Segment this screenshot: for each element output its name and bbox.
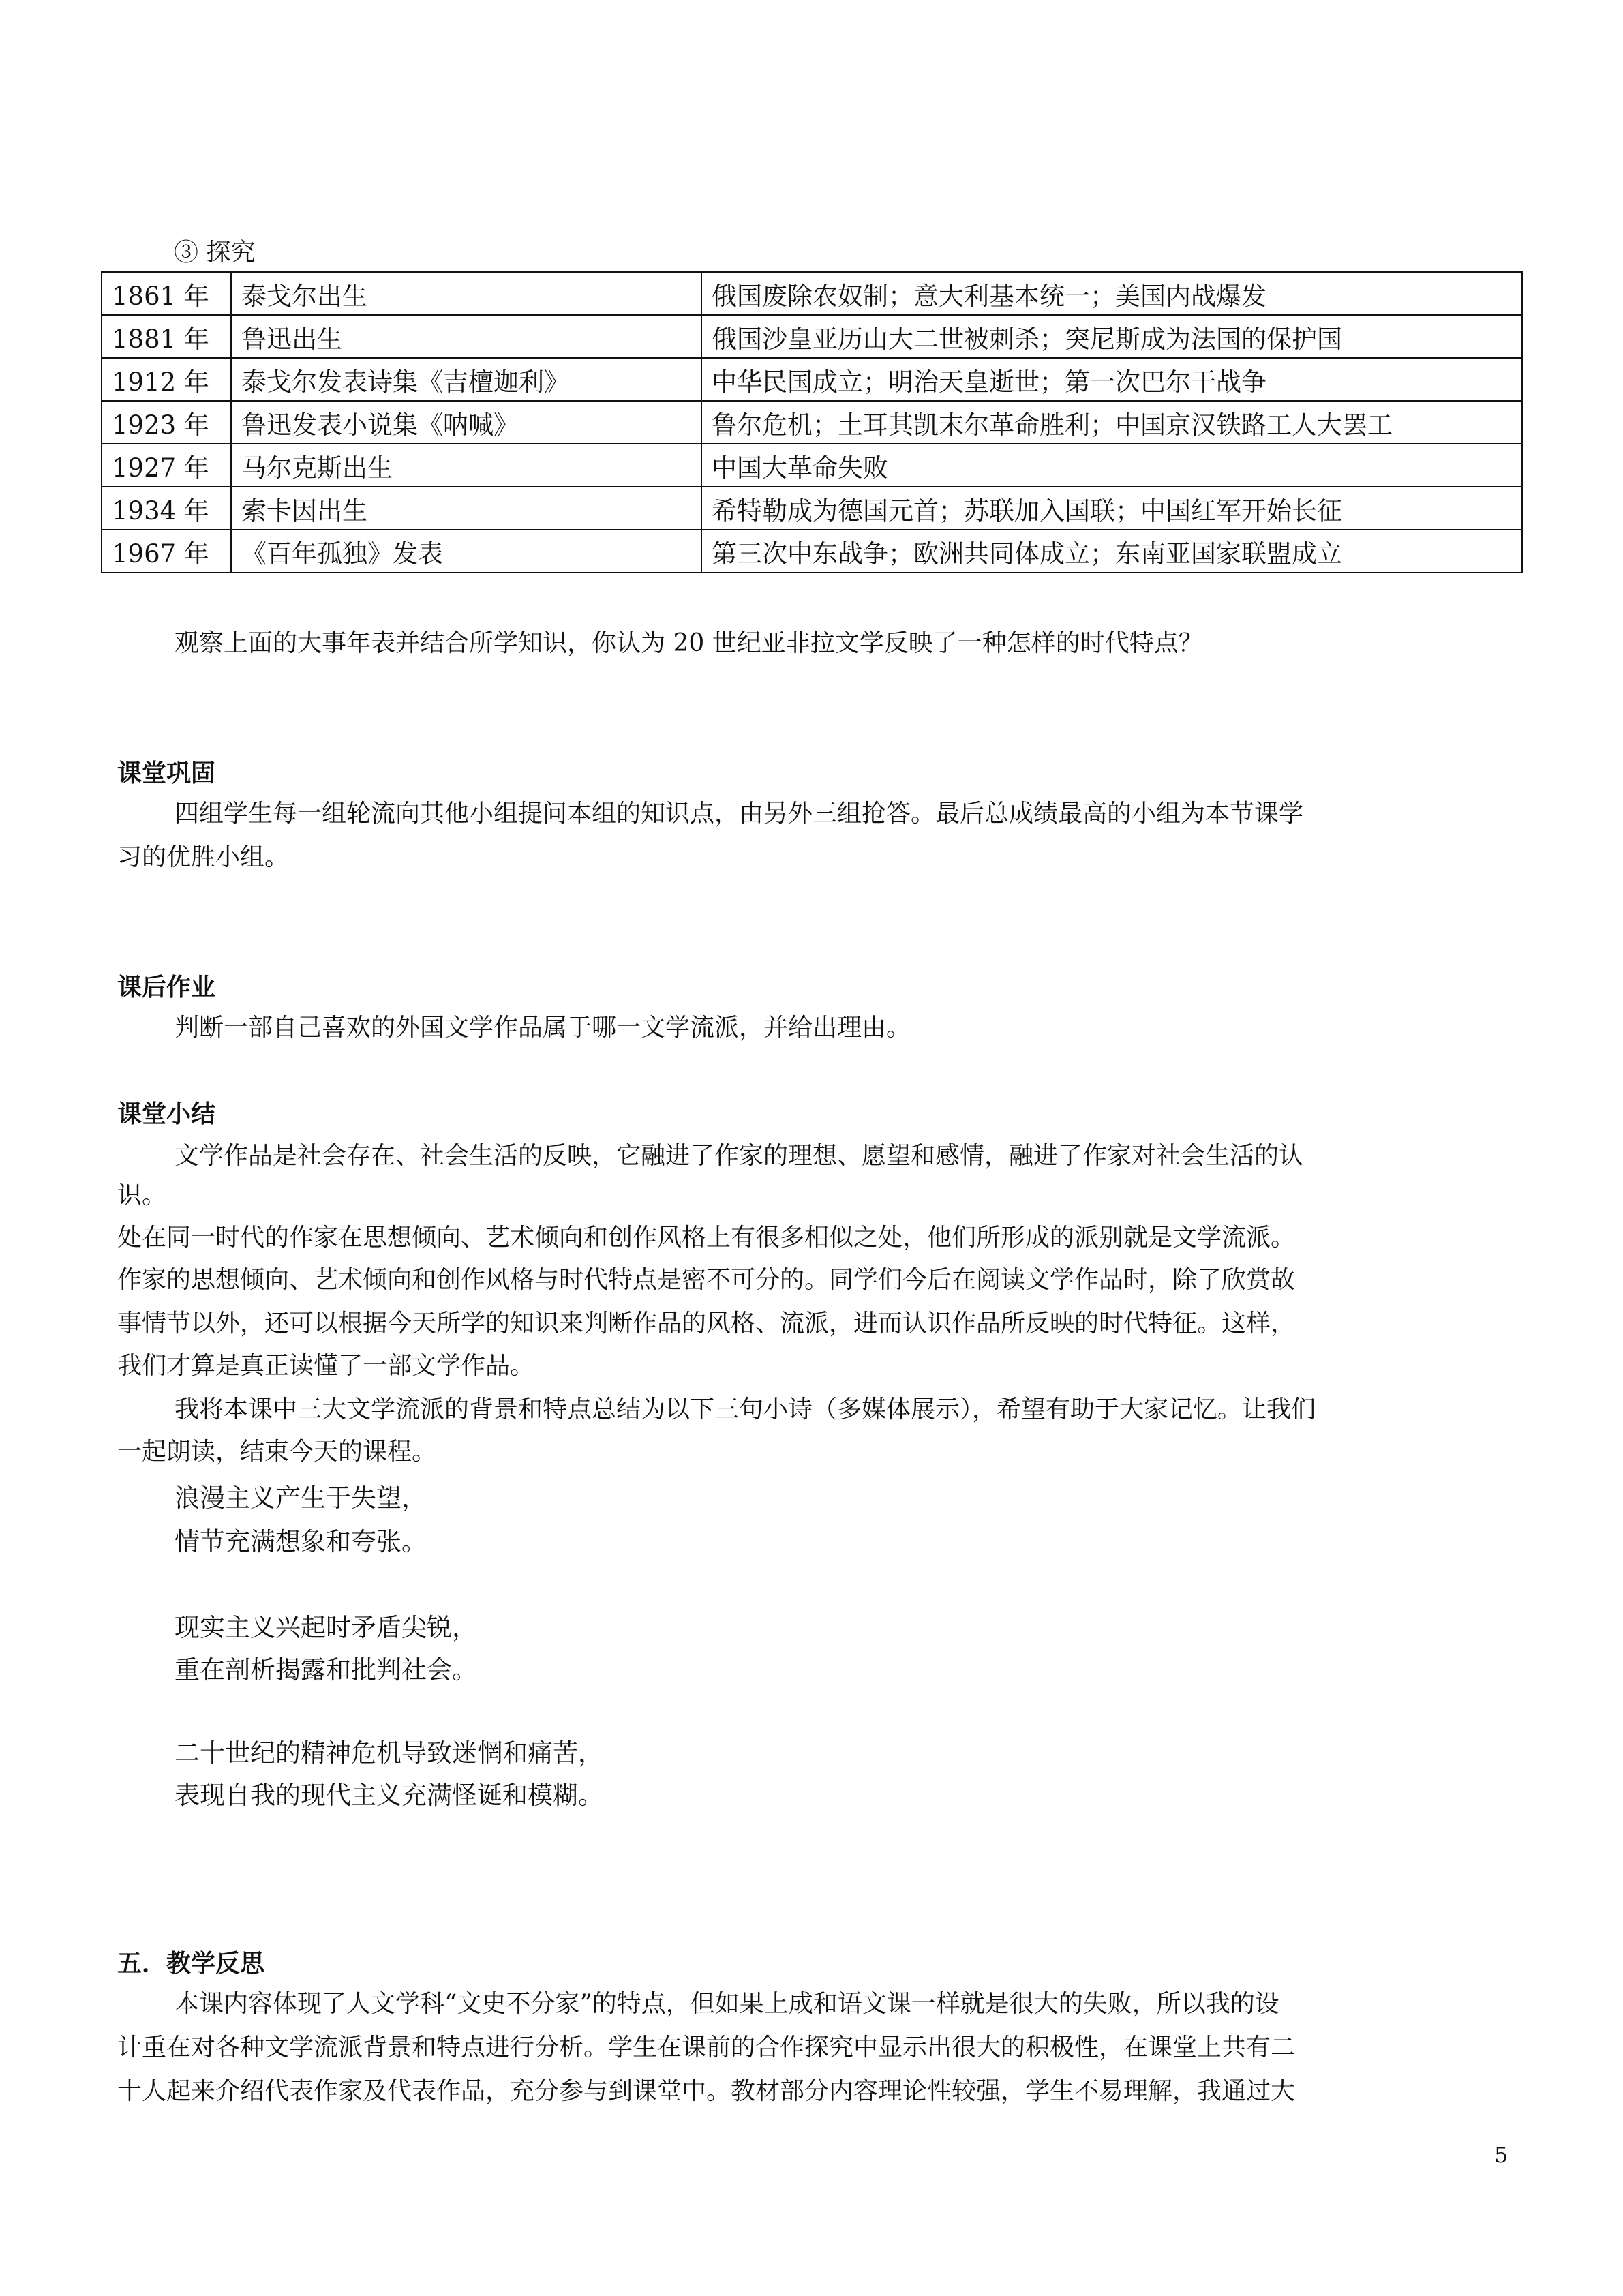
summary-line: 事情节以外，还可以根据今天所学的知识来判断作品的风格、流派，进而认识作品所反映的时代特征。这样， bbox=[117, 1310, 1296, 1338]
timeline-table bbox=[101, 271, 1523, 573]
page-number: 5 bbox=[1494, 2142, 1508, 2168]
year-cell: 1934 年 bbox=[102, 487, 231, 530]
homework-heading: 课后作业 bbox=[117, 973, 216, 1001]
world-events-cell: 中国大革命失败 bbox=[701, 444, 1522, 487]
table-row bbox=[102, 272, 1522, 315]
world-events-cell: 中华民国成立；明治天皇逝世；第一次巴尔干战争 bbox=[701, 358, 1522, 401]
poem-line: 表现自我的现代主义充满怪诞和模糊。 bbox=[175, 1781, 603, 1810]
year-cell: 1912 年 bbox=[102, 358, 231, 401]
table-row bbox=[102, 358, 1522, 401]
reflection-line: 本课内容体现了人文学科“文史不分家”的特点，但如果上成和语文课一样就是很大的失败，所以我的设 bbox=[175, 1990, 1279, 2018]
summary-line: 识。 bbox=[117, 1181, 167, 1209]
event-cell: 鲁迅出生 bbox=[231, 315, 701, 358]
poem-line: 现实主义兴起时矛盾尖锐， bbox=[175, 1613, 477, 1642]
summary-line: 我们才算是真正读懂了一部文学作品。 bbox=[117, 1352, 535, 1380]
consolidation-heading: 课堂巩固 bbox=[117, 759, 216, 787]
year-cell: 1967 年 bbox=[102, 530, 231, 573]
poem-line: 情节充满想象和夸张。 bbox=[175, 1527, 427, 1556]
reflection-line: 计重在对各种文学流派背景和特点进行分析。学生在课前的合作探究中显示出很大的积极性，在课堂上共有二 bbox=[117, 2034, 1296, 2061]
event-cell: 泰戈尔出生 bbox=[231, 272, 701, 315]
consolidation-line: 习的优胜小组。 bbox=[117, 843, 290, 871]
year-cell: 1861 年 bbox=[102, 272, 231, 315]
homework-text: 判断一部自己喜欢的外国文学作品属于哪一文学流派，并给出理由。 bbox=[175, 1014, 911, 1042]
world-events-cell: 俄国废除农奴制；意大利基本统一；美国内战爆发 bbox=[701, 272, 1522, 315]
summary-line: 一起朗读，结束今天的课程。 bbox=[117, 1438, 437, 1466]
world-events-cell: 鲁尔危机；土耳其凯末尔革命胜利；中国京汉铁路工人大罢工 bbox=[701, 401, 1522, 444]
poem-line: 二十世纪的精神危机导致迷惘和痛苦， bbox=[175, 1738, 603, 1768]
event-cell: 索卡因出生 bbox=[231, 487, 701, 530]
table-row bbox=[102, 315, 1522, 358]
summary-line: 文学作品是社会存在、社会生活的反映，它融进了作家的理想、愿望和感情，融进了作家对社会生活的认 bbox=[175, 1142, 1304, 1170]
consolidation-line: 四组学生每一组轮流向其他小组提问本组的知识点，由另外三组抢答。最后总成绩最高的小组为本节课学 bbox=[175, 800, 1304, 828]
summary-line: 作家的思想倾向、艺术倾向和创作风格与时代特点是密不可分的。同学们今后在阅读文学作品时，除了欣赏故 bbox=[117, 1266, 1296, 1294]
world-events-cell: 希特勒成为德国元首；苏联加入国联；中国红军开始长征 bbox=[701, 487, 1522, 530]
reflection-heading: 五．教学反思 bbox=[117, 1949, 265, 1978]
table-row bbox=[102, 530, 1522, 573]
summary-line: 我将本课中三大文学流派的背景和特点总结为以下三句小诗（多媒体展示），希望有助于大家记忆。让我们 bbox=[175, 1395, 1316, 1423]
table-row bbox=[102, 487, 1522, 530]
event-cell: 泰戈尔发表诗集《吉檀迦利》 bbox=[231, 358, 701, 401]
question-text: 观察上面的大事年表并结合所学知识，你认为 20 世纪亚非拉文学反映了一种怎样的时代特点？ bbox=[175, 629, 1203, 657]
year-cell: 1927 年 bbox=[102, 444, 231, 487]
table-row bbox=[102, 401, 1522, 444]
explore-label: ③ 探究 bbox=[174, 239, 256, 267]
table-row bbox=[102, 444, 1522, 487]
year-cell: 1881 年 bbox=[102, 315, 231, 358]
poem-line: 重在剖析揭露和批判社会。 bbox=[175, 1655, 477, 1685]
year-cell: 1923 年 bbox=[102, 401, 231, 444]
world-events-cell: 俄国沙皇亚历山大二世被刺杀；突尼斯成为法国的保护国 bbox=[701, 315, 1522, 358]
event-cell: 《百年孤独》发表 bbox=[231, 530, 701, 573]
summary-heading: 课堂小结 bbox=[117, 1100, 216, 1128]
summary-line: 处在同一时代的作家在思想倾向、艺术倾向和创作风格上有很多相似之处，他们所形成的派别就是文学流派。 bbox=[117, 1224, 1296, 1252]
world-events-cell: 第三次中东战争；欧洲共同体成立；东南亚国家联盟成立 bbox=[701, 530, 1522, 573]
event-cell: 马尔克斯出生 bbox=[231, 444, 701, 487]
poem-line: 浪漫主义产生于失望， bbox=[175, 1483, 427, 1513]
reflection-line: 十人起来介绍代表作家及代表作品，充分参与到课堂中。教材部分内容理论性较强，学生不易理解，我通过大 bbox=[117, 2077, 1296, 2105]
event-cell: 鲁迅发表小说集《呐喊》 bbox=[231, 401, 701, 444]
